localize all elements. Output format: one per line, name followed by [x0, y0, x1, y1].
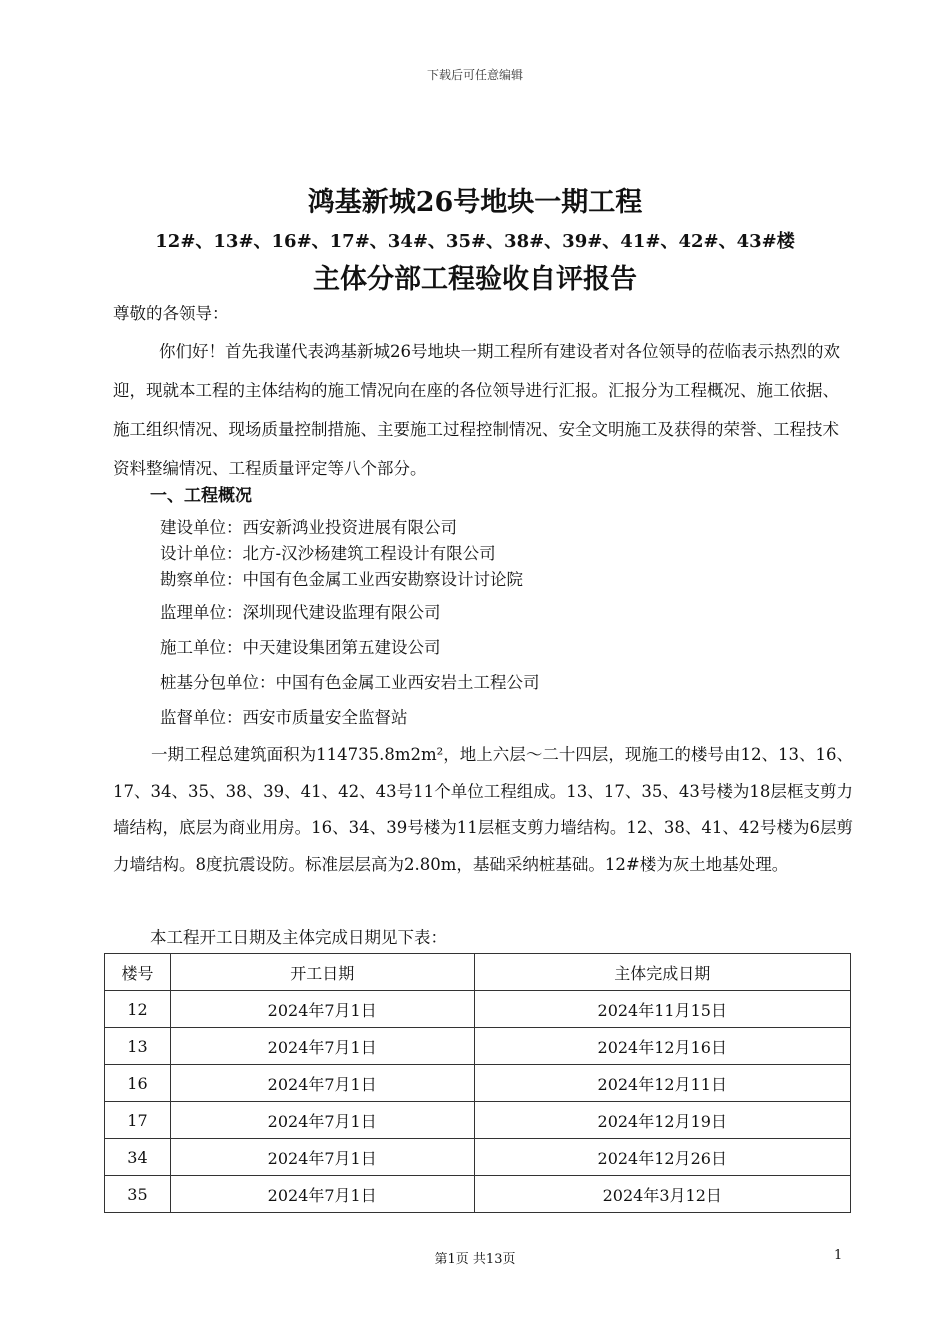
unit-label: 桩基分包单位： [160, 673, 276, 692]
column-header: 楼号 [105, 954, 171, 991]
unit-row [160, 540, 496, 564]
header-note: 下载后可任意编辑 [426, 68, 523, 82]
completion-date: 2024年12月19日 [474, 1102, 851, 1139]
unit-value: 中天建设集团第五建设公司 [242, 638, 441, 657]
document-title: 鸿基新城26号地块一期工程 [307, 187, 643, 218]
page-number: 1 [834, 1248, 843, 1263]
unit-value: 西安市质量安全监督站 [242, 708, 408, 727]
column-header: 主体完成日期 [474, 954, 851, 991]
unit-row [160, 514, 457, 538]
unit-value: 西安新鸿业投资进展有限公司 [242, 518, 457, 537]
table-row [105, 1176, 851, 1213]
unit-label: 监理单位： [160, 603, 243, 622]
building-number: 16 [105, 1065, 171, 1102]
building-number: 17 [105, 1102, 171, 1139]
section-heading-overview: 一、工程概况 [150, 486, 252, 506]
table-row [105, 1065, 851, 1102]
building-number: 12 [105, 991, 171, 1028]
completion-date: 2024年3月12日 [474, 1176, 851, 1213]
unit-value: 深圳现代建设监理有限公司 [242, 603, 441, 622]
start-date: 2024年7月1日 [170, 1139, 474, 1176]
unit-value: 北方-汉沙杨建筑工程设计有限公司 [242, 544, 496, 563]
overview-paragraph [113, 737, 853, 883]
unit-label: 勘察单位： [160, 570, 243, 589]
table-row [105, 1102, 851, 1139]
unit-label: 监督单位： [160, 708, 243, 727]
column-header: 开工日期 [170, 954, 474, 991]
table-row [105, 1028, 851, 1065]
greeting: 尊敬的各领导： [113, 304, 229, 323]
unit-value: 中国有色金属工业西安岩土工程公司 [275, 673, 540, 692]
start-date: 2024年7月1日 [170, 1102, 474, 1139]
unit-label: 施工单位： [160, 638, 243, 657]
start-date: 2024年7月1日 [170, 1176, 474, 1213]
building-list-title: 12#、13#、16#、17#、34#、35#、38#、39#、41#、42#、43#楼 [155, 231, 795, 252]
building-number: 34 [105, 1139, 171, 1176]
table-row [105, 991, 851, 1028]
intro-paragraph [113, 332, 853, 488]
schedule-table [104, 953, 851, 1213]
completion-date: 2024年12月11日 [474, 1065, 851, 1102]
completion-date: 2024年12月26日 [474, 1139, 851, 1176]
completion-date: 2024年11月15日 [474, 991, 851, 1028]
intro-text: 你们好！首先我谨代表鸿基新城26号地块一期工程所有建设者对各位领导的莅临表示热烈的欢迎，现就本工程的主体结构的施工情况向在座的各位领导进行汇报。汇报分为工程概况、施工依据、施工组织情况、现场质量控制措施、主要施工过程控制情况、安全文明施工及获得的荣誉、工程技术资料整编情况、工程质量评定等八个部分。 [113, 342, 840, 478]
unit-row [160, 599, 441, 623]
table-header-row [105, 954, 851, 991]
unit-row [160, 566, 523, 590]
start-date: 2024年7月1日 [170, 991, 474, 1028]
start-date: 2024年7月1日 [170, 1065, 474, 1102]
page-footer: 第1页 共13页 [434, 1252, 516, 1267]
unit-label: 建设单位： [160, 518, 243, 537]
unit-label: 设计单位： [160, 544, 243, 563]
building-number: 13 [105, 1028, 171, 1065]
building-number: 35 [105, 1176, 171, 1213]
start-date: 2024年7月1日 [170, 1028, 474, 1065]
unit-row [160, 704, 408, 728]
completion-date: 2024年12月16日 [474, 1028, 851, 1065]
unit-row [160, 634, 441, 658]
unit-value: 中国有色金属工业西安勘察设计讨论院 [242, 570, 523, 589]
report-title: 主体分部工程验收自评报告 [313, 264, 637, 295]
table-intro: 本工程开工日期及主体完成日期见下表： [150, 928, 447, 947]
table-row [105, 1139, 851, 1176]
unit-row [160, 669, 540, 693]
overview-text: 一期工程总建筑面积为114735.8m2m²，地上六层～二十四层，现施工的楼号由12、13、16、17、34、35、38、39、41、42、43号11个单位工程组成。13、17、35、43号楼为18层框支剪力墙结构，底层为商业用房。16、34、39号楼为11层框支剪力墙结构。12、38、41、42号楼为6层剪力墙结构。8度抗震设防。标准层层高为2.80m，基础采纳桩基础。12#楼为灰土地基处理。 [113, 745, 853, 874]
